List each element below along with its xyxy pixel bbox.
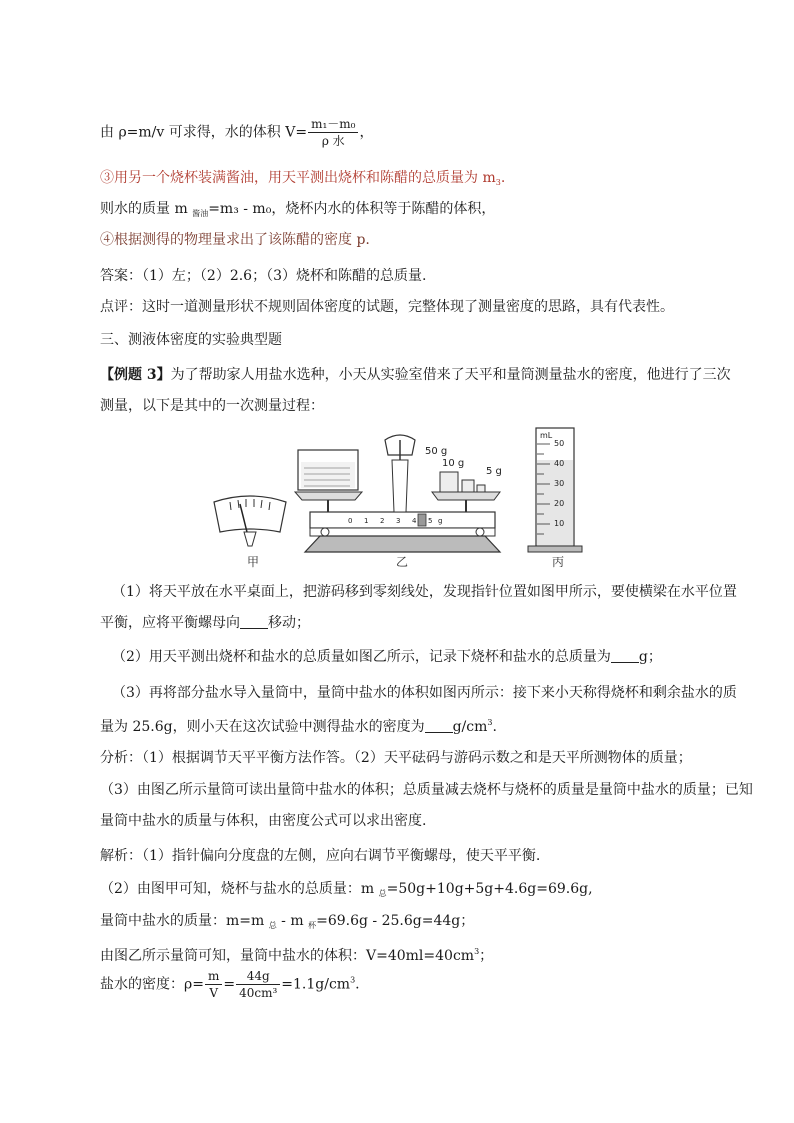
answer-line: 答案：（1）左；（2）2.6；（3）烧杯和陈醋的总质量. (100, 268, 427, 284)
beam-tick-1: 1 (364, 517, 369, 525)
question2-blank (611, 650, 639, 663)
question3-line1: （3）再将部分盐水导入量筒中，量筒中盐水的体积如图丙所示：接下来小天称得烧杯和剩余盐水的质 (112, 685, 737, 701)
balance-base (305, 536, 500, 552)
question2-post: g； (638, 649, 662, 665)
density-m: m (205, 968, 222, 985)
water-mass-pre: 则水的质量 m (100, 201, 193, 217)
solution3-pre: 量筒中盐水的质量：m=m (100, 913, 269, 929)
weight-10g-label: 10 g (442, 458, 465, 469)
graduated-cylinder-diagram (528, 428, 582, 552)
question3-blank (425, 720, 453, 733)
question1-pre: 平衡，应将平衡螺母向 (100, 615, 240, 631)
cylinder-tick-10: 10 (554, 519, 565, 528)
water-mass-line (100, 199, 495, 224)
solution4-post: ； (479, 948, 494, 964)
water-volume-fraction (308, 116, 358, 149)
pointer-dial-diagram (214, 496, 286, 546)
fraction-numerator: m₁－m₀ (308, 116, 358, 133)
solution2-post: =50g+10g+5g+4.6g=69.6g, (386, 881, 593, 897)
water-mass-post: =m₃ - m₀，烧杯内水的体积等于陈醋的体积， (208, 201, 496, 217)
weight-50g (440, 472, 458, 492)
cylinder-tick-50: 50 (554, 439, 565, 448)
figure-label-bing: 丙 (552, 555, 565, 569)
solution-line3 (100, 911, 474, 936)
solution3-post: =69.6g - 25.6g=44g； (316, 913, 475, 929)
density-eq: = (223, 976, 236, 993)
density-44g: 44g (236, 968, 280, 985)
step3-line (100, 168, 505, 193)
density-40cm3: 40cm³ (239, 986, 278, 1000)
solution-line1: 解析：（1）指针偏向分度盘的左侧，应向右调节平衡螺母，使天平平衡. (100, 848, 541, 864)
cylinder-tick-30: 30 (554, 479, 565, 488)
figure-label-yi: 乙 (396, 555, 409, 569)
comment-line: 点评：这时一道测量形状不规则固体密度的试题，完整体现了测量密度的思路，具有代表性。 (100, 299, 674, 315)
analysis-line2: （3）由图乙所示量筒可读出量筒中盐水的体积；总质量减去烧杯与烧杯的质量是量筒中盐水的质量；已知 (100, 782, 753, 798)
beam-tick-5: 5 (428, 517, 433, 525)
volume-formula-line (100, 116, 373, 149)
weight-5g-label: 5 g (486, 466, 502, 477)
question2-pre: （2）用天平测出烧杯和盐水的总质量如图乙所示，记录下烧杯和盐水的总质量为 (112, 649, 611, 665)
beam-unit: g (438, 517, 443, 525)
density-pre: 盐水的密度：ρ= (100, 976, 204, 993)
density-end: . (355, 976, 360, 993)
water-mass-sub: 酱油 (192, 209, 209, 218)
solution3-sub2: 杯 (308, 921, 317, 930)
solution4-sup: 3 (474, 947, 480, 956)
balance-beam (310, 512, 495, 528)
example3-bracket: 【例题 3】 (100, 367, 171, 383)
weight-10g (462, 480, 474, 492)
formula-suffix: ， (359, 124, 374, 141)
solution-line2 (100, 879, 593, 904)
step3-end: . (500, 170, 506, 186)
analysis-line1: 分析：（1）根据调节天平平衡方法作答。（2）天平砝码与游码示数之和是天平所测物体的质量； (100, 750, 692, 766)
rider (418, 514, 426, 526)
density-sup: 3 (350, 975, 356, 985)
formula-prefix: 由 ρ=m/v 可求得，水的体积 V= (100, 124, 308, 141)
question1-line1: （1）将天平放在水平桌面上，把游码移到零刻线处，发现指针位置如图甲所示，要使横梁在水平位置 (112, 584, 737, 600)
step3-text: ③用另一个烧杯装满酱油，用天平测出烧杯和陈醋的总质量为 m (100, 170, 496, 186)
density-formula-line (100, 968, 360, 1001)
question1-blank (240, 616, 268, 629)
density-fraction-mv (205, 968, 222, 1001)
example3-line2: 测量，以下是其中的一次测量过程： (100, 398, 324, 414)
analysis-line3: 量筒中盐水的质量与体积，由密度公式可以求出密度. (100, 813, 427, 829)
question1-line2 (100, 613, 310, 633)
beam-tick-4: 4 (412, 517, 417, 525)
solution3-sub1: 总 (268, 921, 277, 930)
density-v: V (209, 986, 218, 1000)
density-fraction-values (236, 968, 280, 1001)
step4-line: ④根据测得的物理量求出了该陈醋的密度 p. (100, 232, 370, 248)
step3-sub: 3 (495, 178, 501, 187)
weight-5g (477, 485, 485, 492)
density-post: =1.1g/cm (281, 976, 351, 993)
beam-tick-3: 3 (396, 517, 401, 525)
beam-tick-2: 2 (380, 517, 385, 525)
cylinder-tick-20: 20 (554, 499, 565, 508)
question3-line2 (100, 713, 497, 737)
question1-post: 移动； (268, 615, 310, 631)
question3-sup: 3 (487, 718, 493, 727)
section-heading: 三、测液体密度的实验典型题 (100, 332, 282, 348)
cylinder-tick-40: 40 (554, 459, 565, 468)
example3-text: 为了帮助家人用盐水选种，小天从实验室借来了天平和量筒测量盐水的密度，他进行了三次 (170, 367, 731, 383)
weight-50g-label: 50 g (425, 446, 448, 457)
question3-unit: g/cm (452, 719, 488, 735)
solution2-pre: （2）由图甲可知，烧杯与盐水的总质量：m (100, 881, 379, 897)
example3-line (100, 365, 731, 385)
solution-line4 (100, 942, 493, 966)
solution3-mid: - m (276, 913, 309, 929)
fraction-denominator: ρ 水 (321, 134, 345, 148)
question3-pre: 量为 25.6g，则小天在这次试验中测得盐水的密度为 (100, 719, 425, 735)
beam-tick-0: 0 (348, 517, 353, 525)
figure-label-jia: 甲 (247, 555, 260, 569)
question2-line (112, 647, 662, 667)
solution4-pre: 由图乙所示量筒可知，量筒中盐水的体积：V=40ml=40cm (100, 948, 475, 964)
question3-end: . (492, 719, 497, 735)
balance-diagram (295, 435, 502, 552)
solution2-sub: 总 (378, 889, 387, 898)
cylinder-unit: mL (540, 431, 553, 440)
